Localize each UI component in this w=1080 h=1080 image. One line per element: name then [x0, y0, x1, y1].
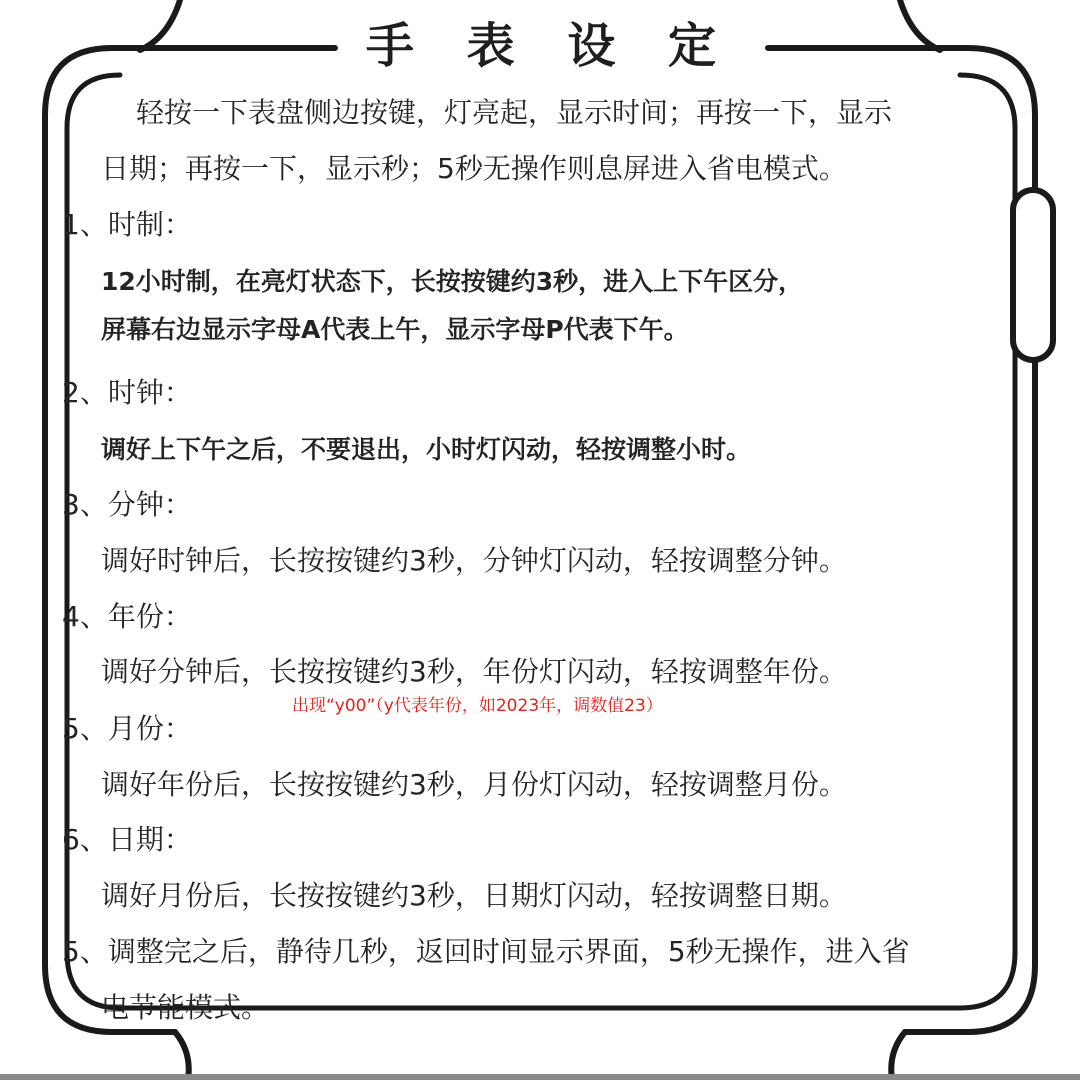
section-heading: 2、时钟： [62, 376, 192, 409]
section-heading: 1、时制： [62, 208, 192, 241]
section-line: 屏幕右边显示字母A代表上午，显示字母P代表下午。 [101, 315, 689, 344]
section-line: 调好分钟后，长按按键约3秒，年份灯闪动，轻按调整年份。 [101, 655, 847, 688]
section-line: 12小时制，在亮灯状态下，长按按键约3秒，进入上下午区分， [101, 267, 804, 296]
page-title: 手 表 设 定 [365, 18, 735, 74]
final-line-2: 电节能模式。 [101, 991, 270, 1024]
section-line: 调好时钟后，长按按键约3秒，分钟灯闪动，轻按调整分钟。 [101, 544, 847, 577]
section-heading: 3、分钟： [62, 488, 192, 521]
section-heading: 4、年份： [62, 600, 192, 633]
section-heading: 6、日期： [62, 823, 192, 856]
final-line-1: 5、调整完之后，静待几秒，返回时间显示界面，5秒无操作，进入省 [62, 935, 910, 968]
section-line: 调好月份后，长按按键约3秒，日期灯闪动，轻按调整日期。 [101, 879, 847, 912]
year-note: 出现“y00”（y代表年份，如2023年，调数值23） [292, 696, 663, 716]
section-line: 调好上下午之后，不要退出，小时灯闪动，轻按调整小时。 [101, 435, 752, 464]
section-heading: 5、月份： [62, 712, 192, 745]
section-line: 调好年份后，长按按键约3秒，月份灯闪动，轻按调整月份。 [101, 768, 847, 801]
intro-line-2: 日期；再按一下，显示秒；5秒无操作则息屏进入省电模式。 [101, 152, 847, 185]
intro-line-1: 轻按一下表盘侧边按键，灯亮起，显示时间；再按一下，显示 [136, 96, 893, 129]
